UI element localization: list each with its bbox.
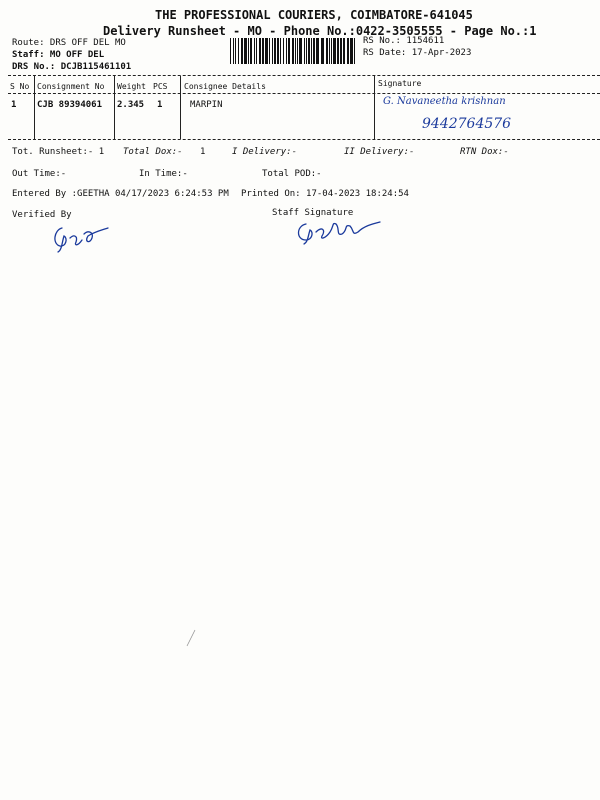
staff-signature: [292, 214, 384, 246]
col-divider: [180, 76, 181, 139]
entered-by: Entered By :GEETHA 04/17/2023 6:24:53 PM: [12, 189, 229, 199]
col-header-consignment: Consignment No: [37, 82, 105, 91]
col-header-signature: Signature: [378, 79, 422, 88]
verified-by-label: Verified By: [12, 210, 72, 220]
col-divider: [374, 76, 375, 139]
col-header-consignee: Consignee Details: [184, 82, 266, 91]
rs-number: RS No.: 1154611: [363, 36, 445, 46]
printed-on: Printed On: 17-04-2023 18:24:54: [241, 189, 409, 199]
in-time-label: In Time:-: [139, 169, 188, 179]
verified-by-signature: [48, 220, 113, 256]
table-top-rule: [8, 75, 600, 76]
col-header-sno: S No: [10, 82, 30, 91]
route-label: Route: DRS OFF DEL MO: [12, 38, 126, 48]
rtn-dox-label: RTN Dox:-: [460, 147, 509, 157]
company-title: THE PROFESSIONAL COURIERS, COIMBATORE-641045: [155, 8, 473, 22]
row-weight: 2.345: [117, 100, 145, 110]
drs-number: DRS No.: DCJB115461101: [12, 62, 132, 72]
runsheet-subtitle: Delivery Runsheet - MO - Phone No.:0422-3505555 - Page No.:1: [103, 24, 537, 38]
handwritten-receiver-phone: 9442764576: [422, 116, 512, 132]
col-divider: [114, 76, 115, 139]
rs-date: RS Date: 17-Apr-2023: [363, 48, 472, 58]
row-pcs: 1: [157, 100, 163, 110]
ii-delivery-label: II Delivery:-: [344, 147, 415, 157]
total-dox-label: Total Dox:-: [123, 147, 183, 157]
col-divider: [34, 76, 35, 139]
row-sno: 1: [11, 100, 17, 110]
total-pod-label: Total POD:-: [262, 169, 322, 179]
table-header-rule: [8, 93, 600, 94]
total-dox-value: 1: [200, 147, 206, 157]
stray-mark: [183, 628, 199, 648]
staff-label: Staff: MO OFF DEL: [12, 50, 105, 60]
handwritten-receiver-name: G. Navaneetha krishnan: [383, 96, 506, 107]
table-bottom-rule: [8, 139, 600, 140]
out-time-label: Out Time:-: [12, 169, 67, 179]
barcode-image: [230, 38, 355, 64]
staff-signature-label: Staff Signature: [272, 208, 354, 218]
row-consignment-no: CJB 89394061: [37, 100, 103, 110]
col-header-pcs: PCS: [153, 82, 168, 91]
col-header-weight: Weight: [117, 82, 146, 91]
i-delivery-label: I Delivery:-: [232, 147, 298, 157]
row-consignee: MARPIN: [190, 100, 223, 110]
tot-runsheet: Tot. Runsheet:- 1: [12, 147, 105, 157]
